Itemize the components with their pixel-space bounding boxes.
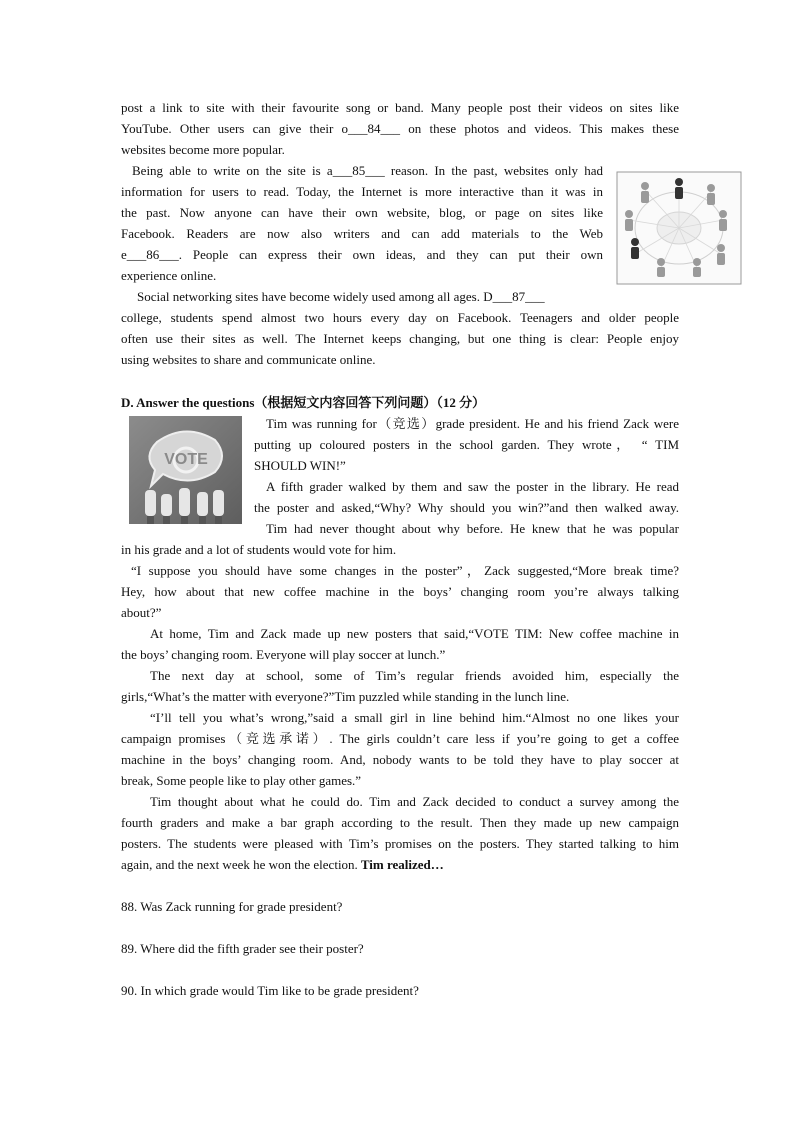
story-line: The next day at school, some of Tim’s regular friends avoided him, especially the: [150, 668, 679, 683]
story-line: fourth graders and make a bar graph according to the result. Then they made up new campaign: [121, 815, 679, 830]
story-line: “I suppose you should have some changes in the poster”，Zack suggested,“More break time?: [131, 563, 679, 578]
passage-line: experience online.: [121, 268, 217, 283]
passage-line: Facebook. Readers are now also writers and can add materials to the Web: [121, 226, 603, 241]
story-line: posters. The students were pleased with Tim’s promises on the posters. They started talking to him: [121, 836, 679, 851]
story-line: “I’ll tell you what’s wrong,”said a small girl in line behind him.“Almost no one likes your: [150, 710, 679, 725]
story-bold-tail: Tim realized…: [357, 857, 444, 872]
story-final-sentence: again, and the next week he won the election.: [121, 857, 358, 872]
passage-line: using websites to share and communicate online.: [121, 352, 376, 367]
story-line: in his grade and a lot of students would vote for him.: [121, 542, 397, 557]
story-line: the poster and asked,“Why? Why should you win?”and then walked away.: [254, 500, 679, 515]
passage-line: college, students spend almost two hours every day on Facebook. Teenagers and older people: [121, 310, 679, 325]
story-line: SHOULD WIN!”: [254, 458, 346, 473]
vote-illustration: [129, 416, 242, 524]
story-line: machine in the boys’ changing room. And, nobody wants to be told they have to play soccer at: [121, 752, 679, 767]
story-line: [121, 854, 679, 875]
story-line: about?”: [121, 605, 162, 620]
passage-line: YouTube. Other users can give their o___84___ on these photos and videos. This makes these: [121, 121, 679, 136]
passage-line: Social networking sites have become widely used among all ages. D___87___: [137, 289, 545, 304]
question-89: 89. Where did the fifth grader see their poster?: [121, 941, 364, 956]
story-line: campaign promises（竞选承诺）. The girls couldn’t care less if you’re going to get a coffee: [121, 731, 679, 746]
passage-line: post a link to site with their favourite song or band. Many people post their videos on sites like: [121, 100, 679, 115]
story-line: girls,“What’s the matter with everyone?”Tim puzzled while standing in the lunch line.: [121, 689, 570, 704]
passage-line: the past. Now anyone can have their own website, blog, or page on sites like: [121, 205, 603, 220]
story-line: putting up coloured posters in the school garden. They wrote， “ TIM: [254, 437, 679, 452]
story-line: Tim thought about what he could do. Tim and Zack decided to conduct a survey among the: [150, 794, 679, 809]
story-line: At home, Tim and Zack made up new posters that said,“VOTE TIM: New coffee machine in: [150, 626, 679, 641]
passage-line: e___86___. People can express their own ideas, and they can put their own: [121, 247, 603, 262]
passage-line: Being able to write on the site is a___85___ reason. In the past, websites only had: [132, 163, 603, 178]
question-88: 88. Was Zack running for grade president?: [121, 899, 343, 914]
story-line: break, Some people like to play other games.”: [121, 773, 362, 788]
story-line: Tim was running for（竞选）grade president. He and his friend Zack were: [266, 416, 679, 431]
vote-text: VOTE: [164, 451, 208, 468]
passage-line: information for users to read. Today, the Internet is more interactive than it was in: [121, 184, 603, 199]
story-line: Tim had never thought about why before. He knew that he was popular: [266, 521, 679, 536]
story-line: A fifth grader walked by them and saw the poster in the library. He read: [266, 479, 679, 494]
passage-line: websites become more popular.: [121, 142, 285, 157]
social-network-illustration: [615, 170, 743, 286]
question-90: 90. In which grade would Tim like to be grade president?: [121, 983, 419, 998]
story-line: Hey, how about that new coffee machine in the boys’ changing room you’re always talking: [121, 584, 679, 599]
story-line: the boys’ changing room. Everyone will play soccer at lunch.”: [121, 647, 446, 662]
section-heading: D. Answer the questions（根据短文内容回答下列问题）（12 分）: [121, 395, 486, 410]
passage-line: often use their sites as well. The Internet keeps changing, but one thing is clear: People enjoy: [121, 331, 679, 346]
